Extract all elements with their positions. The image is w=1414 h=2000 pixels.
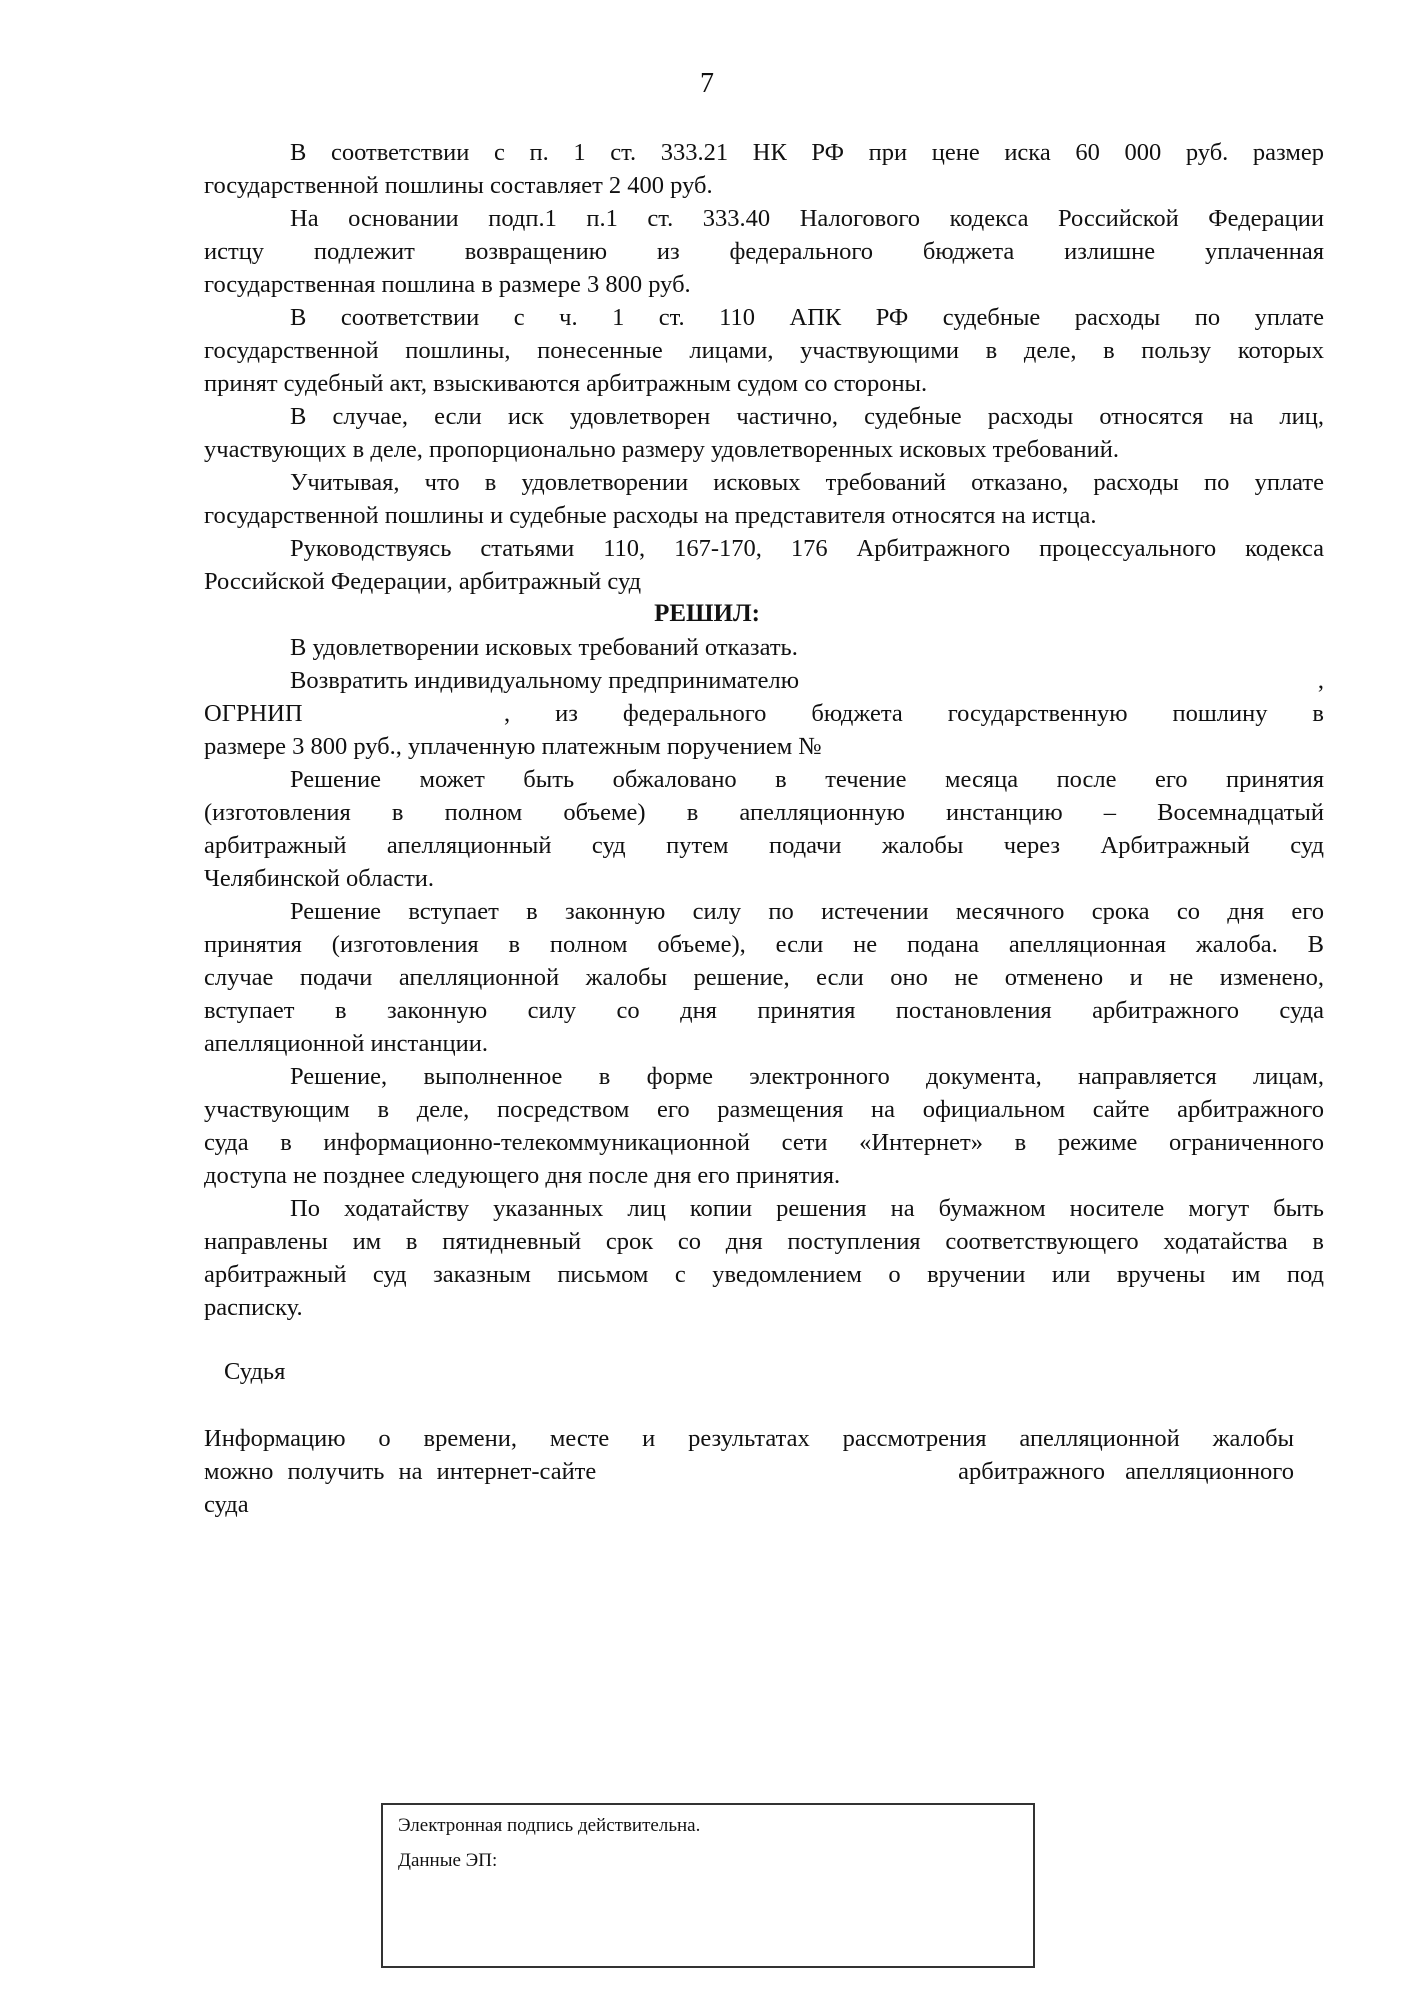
- paragraph-line: участвующим в деле, посредством его размещения на официальном сайте арбитражного: [204, 1096, 1324, 1123]
- paragraph-line: арбитражный суд заказным письмом с уведомлением о вручении или вручены им под: [204, 1261, 1324, 1288]
- info-line-3: суда: [204, 1491, 249, 1518]
- paragraph-line: принятия (изготовления в полном объеме), если не подана апелляционная жалоба. В: [204, 931, 1324, 958]
- paragraph-line: участвующих в деле, пропорционально размеру удовлетворенных исковых требований.: [204, 436, 1119, 463]
- paragraph-line: Челябинской области.: [204, 865, 435, 892]
- paragraph-line: Решение вступает в законную силу по истечении месячного срока со дня его: [290, 898, 1324, 925]
- paragraph-line: направлены им в пятидневный срок со дня поступления соответствующего ходатайства в: [204, 1228, 1324, 1255]
- electronic-signature-box: [381, 1803, 1035, 1968]
- signature-data-label: Данные ЭП:: [398, 1850, 498, 1871]
- decision-refund-line-2: [204, 699, 1324, 729]
- decision-refund-line-3: размере 3 800 руб., уплаченную платежным поручением №: [204, 733, 822, 760]
- info-line-1: Информацию о времени, месте и результатах рассмотрения апелляционной жалобы: [204, 1425, 1294, 1452]
- paragraph-line: (изготовления в полном объеме) в апелляционную инстанцию – Восемнадцатый: [204, 799, 1324, 826]
- ogrnip-label: ОГРНИП: [204, 700, 303, 727]
- paragraph-line: государственной пошлины составляет 2 400 руб.: [204, 172, 713, 199]
- decision-heading: РЕШИЛ:: [654, 600, 760, 627]
- paragraph-line: арбитражный апелляционный суд путем подачи жалобы через Арбитражный суд: [204, 832, 1324, 859]
- paragraph-line: вступает в законную силу со дня принятия постановления арбитражного суда: [204, 997, 1324, 1024]
- paragraph-line: истцу подлежит возвращению из федерального бюджета излишне уплаченная: [204, 238, 1324, 265]
- paragraph-line: государственная пошлина в размере 3 800 руб.: [204, 271, 691, 298]
- info-line-2: [204, 1457, 1294, 1487]
- paragraph-line: расписку.: [204, 1294, 303, 1321]
- paragraph-line: Учитывая, что в удовлетворении исковых требований отказано, расходы по уплате: [290, 469, 1324, 496]
- paragraph-line: В соответствии с ч. 1 ст. 110 АПК РФ судебные расходы по уплате: [290, 304, 1324, 331]
- page-number: 7: [700, 68, 714, 99]
- refund-line2-end: , из федерального бюджета государственную пошлину в: [504, 700, 1324, 727]
- refund-text: Возвратить индивидуальному предпринимателю: [290, 667, 800, 694]
- paragraph-line: принят судебный акт, взыскиваются арбитражным судом со стороны.: [204, 370, 928, 397]
- decision-refuse: В удовлетворении исковых требований отказать.: [290, 634, 798, 661]
- paragraph-line: доступа не позднее следующего дня после дня его принятия.: [204, 1162, 841, 1189]
- paragraph-line: Решение может быть обжаловано в течение месяца после его принятия: [290, 766, 1324, 793]
- decision-refund-line-1: [290, 666, 1324, 696]
- signature-valid-text: Электронная подпись действительна.: [398, 1815, 701, 1836]
- paragraph-line: случае подачи апелляционной жалобы решение, если оно не отменено и не изменено,: [204, 964, 1324, 991]
- info-line-2-end: арбитражного апелляционного: [958, 1458, 1294, 1485]
- paragraph-line: В соответствии с п. 1 ст. 333.21 НК РФ при цене иска 60 000 руб. размер: [290, 139, 1324, 166]
- paragraph-line: Решение, выполненное в форме электронного документа, направляется лицам,: [290, 1063, 1324, 1090]
- paragraph-line: Руководствуясь статьями 110, 167-170, 176 Арбитражного процессуального кодекса: [290, 535, 1324, 562]
- paragraph-line: суда в информационно-телекоммуникационной сети «Интернет» в режиме ограниченного: [204, 1129, 1324, 1156]
- judge-label: Судья: [224, 1358, 286, 1385]
- refund-line1-end: ,: [1317, 667, 1324, 694]
- paragraph-line: На основании подп.1 п.1 ст. 333.40 Налогового кодекса Российской Федерации: [290, 205, 1324, 232]
- paragraph-line: Российской Федерации, арбитражный суд: [204, 568, 642, 595]
- paragraph-line: По ходатайству указанных лиц копии решения на бумажном носителе могут быть: [290, 1195, 1324, 1222]
- paragraph-line: государственной пошлины, понесенные лицами, участвующими в деле, в пользу которых: [204, 337, 1324, 364]
- paragraph-line: апелляционной инстанции.: [204, 1030, 488, 1057]
- info-line-2-start: можно получить на интернет-сайте: [204, 1458, 597, 1485]
- paragraph-line: В случае, если иск удовлетворен частично, судебные расходы относятся на лиц,: [290, 403, 1324, 430]
- paragraph-line: государственной пошлины и судебные расходы на представителя относятся на истца.: [204, 502, 1097, 529]
